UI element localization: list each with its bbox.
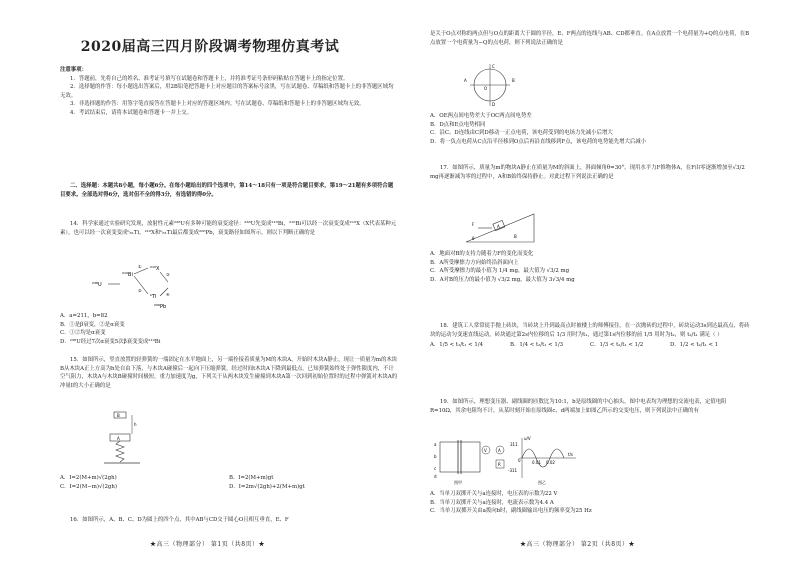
q18-stem: 18．建筑工人常常徒手抛上砖块，当砖块上升到最高点时被楼上的师傅接住。在一次抛砖的过程中，砖块运动3s到达最高点，将砖块的运动匀变速直线运动，砖块通过第2s内位移的后 1/3 用时为t₁，通过第1s内位移的前 1/5 用时为t₂，则 t₂/t₁ 满足（ ） <box>430 323 750 338</box>
figure-label: C <box>492 64 495 69</box>
figure-label: 0.01 <box>532 460 541 465</box>
figure-label: ²¹⁰Bi <box>122 272 133 278</box>
charge-circle-diagram <box>460 60 520 110</box>
q16-stem-cont: 是关于O点对称的两点但与O点的距离大于圆的半径，E、F两点的连线与AB、CD都垂直。在A点放置一个电荷量为+Q的点电荷，在B点放置一个电荷量为−Q的点电荷，则下列说法正确的是 <box>430 31 750 46</box>
figure-label: b <box>434 454 437 459</box>
q19-stem: 19．如图所示，理想变压器、副线圈的匝数比为10:1，b是原线圈的中心抽头，图中电表均为理想的交流电表，定值电阻R=10Ω，其余电阻均不计，从某时刻开始在原线圈c、d两端加上如图乙所示的交变电压，则下列说法中正确的有 <box>430 399 727 414</box>
figure-label: A <box>464 78 467 83</box>
figure-label: 图甲 <box>454 480 462 485</box>
q17-options <box>430 250 750 284</box>
notice-section <box>60 66 398 118</box>
figure-label: 0 <box>518 458 521 463</box>
q15-stem: 15．如图所示，竖直放置的轻弹簧的一端固定在水平地面上，另一端拴接着质量为M的木块A，开始时木块A静止，现让一质量为m的木块B从木块A正上方高为h处自由下落，与木块A碰撞后一起向下压缩弹簧，经过时间t木块A下降到最低点。已知弹簧始终处于弹性限度内，不计空气阻力，木块A与木块B碰撞时间极短，重力加速度为g，下列关于从两木块发生碰撞到木块A第一次回到初始位置时的过程中弹簧对木块A的冲量I的大小正确的是 <box>60 357 398 389</box>
figure-label: B <box>514 234 517 239</box>
question-16-cont <box>430 30 750 47</box>
option: A．当单刀双掷开关与a连接时，电压表的示数为22 V <box>430 491 558 497</box>
figure-label: ④ <box>166 292 170 297</box>
question-16-start <box>60 516 398 525</box>
notice-item: 4．考试结束后，请将本试题卷和答题卡一并上交。 <box>70 109 193 116</box>
figure-label: 0.02 <box>546 460 555 465</box>
option: D．1/2 < t₂/t₁ < 1 <box>670 342 719 349</box>
section-2-instructions: 二、选择题：本题共8小题，每小题6分。在每小题给出的四个选项中，第14～18只有一项是符合题目要求，第19～21题有多项符合题目要求。全部选对得6分，选对但不全的得3分，有选错的得0分。 <box>60 183 394 198</box>
option: A．a=211，b=82 <box>60 313 108 319</box>
option: D．A对B的压力的最小值为 √3/2 mg，最大值为 3√3/4 mg <box>430 276 575 283</box>
incline-diagram <box>460 206 540 246</box>
figure-label: ²⁰⁶Pb <box>154 304 167 310</box>
q19-options <box>430 490 750 516</box>
notice-item: 1．答题前，先将自己的姓名、准考证号填写在试题卷和答题卡上，并将准考证号条形码粘贴在答题卡上的指定位置。 <box>70 75 349 82</box>
option: A．1/5 < t₂/t₁ < 1/4 <box>430 342 483 349</box>
figure-label: A <box>117 436 120 441</box>
option: C．当单刀双掷开关由a拨向b时，副线圈输出电压的频率变为25 Hz <box>430 508 592 515</box>
section-heading <box>60 182 398 199</box>
question-18 <box>430 322 750 350</box>
figure-label: d <box>434 474 437 479</box>
page-2-column <box>430 0 750 562</box>
figure-label: 图乙 <box>538 480 546 485</box>
option: A．I=2(M+m)√(2gh) <box>60 475 117 481</box>
figure-label: 311 <box>510 442 518 447</box>
figure-label: ²¹⁰X <box>150 266 160 272</box>
option: B．A所受摩擦力方向始终沿斜面向上 <box>430 259 519 266</box>
option: C．沿C、D连线由C到D移动一正点电荷，该电荷受到的电场力先减小后增大 <box>430 130 613 137</box>
option: D．I=2m√(2gh)+2(M+m)gt <box>229 483 305 490</box>
figure-label: -311 <box>508 468 518 473</box>
q14-stem: 14．科学家通过实验研究发现，放射性元素²³⁸U有多种可能的衰变途径：²³⁸U先变成²¹⁰Bi，²¹⁰Bi可以经一次衰变变成²¹⁰X（X代表某种元素），也可以经一次衰变变成ᵇ₈₁Ti，²¹⁰X和ᵇ₈₁Ti最后都变成²⁰⁶Pb，衰变路径如图所示，则以下判断正确的是 <box>60 221 397 236</box>
figure-label: ① <box>138 264 142 269</box>
figure-label: V <box>484 448 487 453</box>
q14-options <box>60 312 398 346</box>
option: B．I=2(M+m)gt <box>229 475 274 481</box>
figure-label: B <box>117 413 120 418</box>
question-14 <box>60 220 398 237</box>
figure-label: t/s <box>568 452 573 457</box>
figure-label: c <box>434 466 437 471</box>
option: B．①是β衰变，②是α衰变 <box>60 321 125 328</box>
option: B．D点和E点电势相同 <box>430 121 486 128</box>
figure-label: O <box>484 86 488 91</box>
option: C．I=2(M−m)√(2gh) <box>60 483 117 490</box>
page-1-column <box>60 0 398 562</box>
option: C．A所受摩擦力的最小值为 1/4 mg，最大值为 √3/2 mg <box>430 268 570 275</box>
figure-label: ② <box>138 288 142 293</box>
figure-label: A <box>498 448 501 453</box>
option: D．将一负点电荷从C点沿半径移到O点后再沿直线移到F点，该电荷的电势能先增大后减小 <box>430 138 647 145</box>
option: B．当单刀双掷开关与a连接时，电流表示数为4.4 A <box>430 499 554 506</box>
question-15 <box>60 356 398 390</box>
figure-label: A <box>497 224 500 229</box>
q16-options <box>430 112 750 146</box>
option: C．①②均是α衰变 <box>60 330 106 337</box>
figure-label: u/V <box>524 436 531 441</box>
option: B．1/4 < t₂/t₁ < 1/3 <box>510 342 564 349</box>
figure-label: B <box>512 78 515 83</box>
page-2-footer: ★高三（物理部分） 第2页（共8页）★ <box>520 541 636 548</box>
figure-label: ᵇTi <box>150 294 157 300</box>
question-17 <box>430 164 750 181</box>
figure-label: ③ <box>166 272 170 277</box>
q17-stem: 17．如图所示，质量为m的物块A静止在质量为M的斜面上，斜面倾角θ=30°。现用水平力F推物体A，在F由零逐渐增加至√3/2 mg再逐渐减为零的过程中，A和B始终保持静止。对此过程下列说法正确的是 <box>430 165 745 180</box>
q15-options <box>60 474 398 491</box>
option: A．地面对B的支持力随着力F的变化而变化 <box>430 251 534 257</box>
spring-block-diagram <box>100 410 150 470</box>
figure-label: F <box>472 222 475 227</box>
q16-stem-start: 16．如图所示，A、B、C、D为圆上的四个点，其中AB与CD交于圆心O且相互垂直，E、F <box>70 517 289 523</box>
figure-label: D <box>492 102 496 107</box>
option: A．OE两点间电势差大于OC两点间电势差 <box>430 113 532 119</box>
question-19 <box>430 398 750 415</box>
figure-label: θ <box>472 236 475 241</box>
figure-label: h <box>134 422 137 427</box>
decay-path-diagram <box>90 262 180 310</box>
figure-label: R <box>498 462 501 467</box>
notice-item: 3．非选择题的作答：用签字笔直接答在答题卡上对应的答题区域内。写在试题卷、草稿纸和答题卡上的非答题区域均无效。 <box>70 101 365 108</box>
option: D．²³⁸U经过7次α衰变5次β衰变变成²¹⁰Bi <box>60 338 161 345</box>
notice-heading: 注意事项： <box>60 67 87 73</box>
notice-item: 2．选择题的作答：每小题选出答案后，用2B铅笔把答题卡上对应题目的答案标号涂黑，写在试题卷、草稿纸和答题卡上的非答题区域均无效。 <box>60 84 394 99</box>
figure-label: ²³⁸U <box>92 282 102 288</box>
page-1-footer: ★高三（物理部分） 第1页（共8页）★ <box>150 541 266 548</box>
transformer-diagram <box>430 434 580 486</box>
exam-title: 2020届高三四月阶段调考物理仿真考试 <box>80 39 340 55</box>
figure-label: a <box>434 442 437 447</box>
option: C．1/3 < t₂/t₁ < 1/2 <box>590 342 644 349</box>
